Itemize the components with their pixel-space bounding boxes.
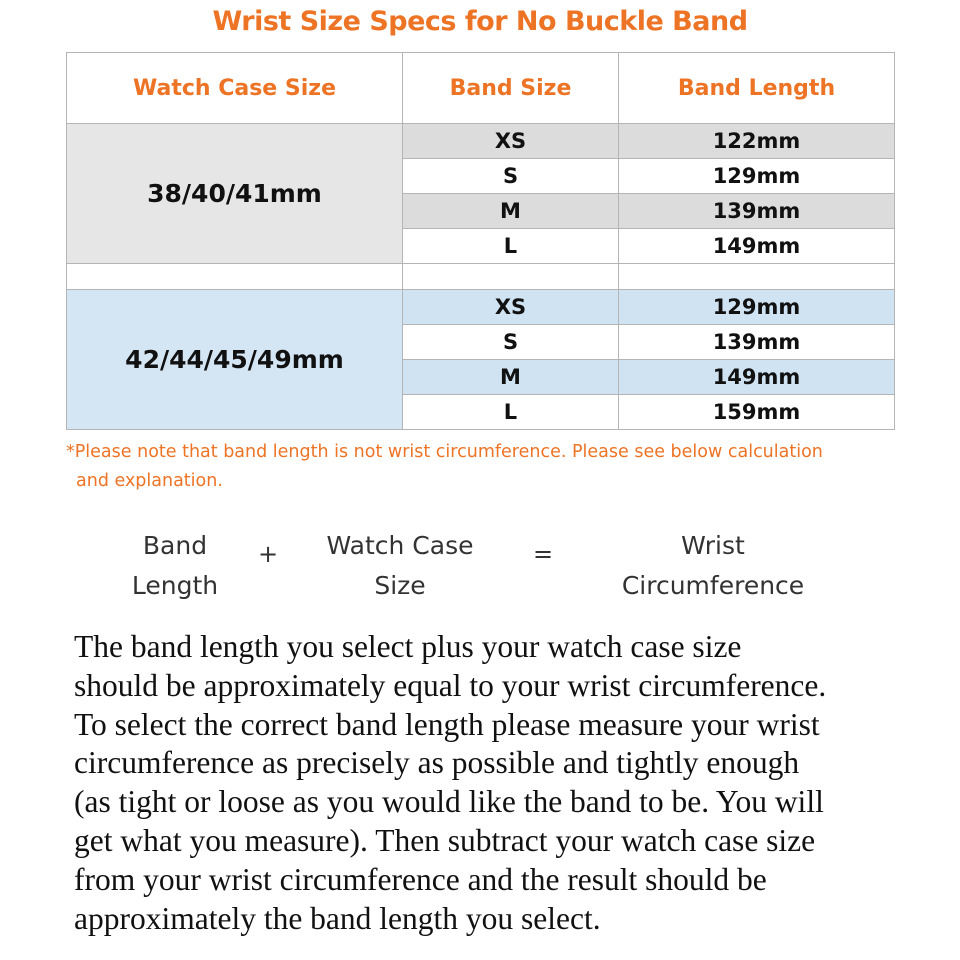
case-size-cell: 38/40/41mm (67, 124, 403, 264)
paragraph-line: (as tight or loose as you would like the band to be. You will (74, 784, 824, 820)
formula-watch-case-size (310, 526, 490, 606)
note-line-2: and explanation. (76, 471, 223, 491)
formula-result-line2: Circumference (621, 571, 805, 600)
paragraph-line: approximately the band length you select. (74, 900, 601, 936)
band-size-cell: S (403, 159, 619, 194)
table-row (67, 124, 895, 159)
formula-result-line1: Wrist (681, 531, 745, 560)
formula-term1-line2: Length (131, 571, 219, 600)
header-band-size: Band Size (403, 53, 619, 124)
header-watch-case-size: Watch Case Size (67, 53, 403, 124)
band-length-cell: 122mm (619, 124, 895, 159)
table-header-row (67, 53, 895, 124)
formula-term2-line1: Watch Case (326, 531, 474, 560)
band-size-cell: S (403, 325, 619, 360)
band-length-cell: 149mm (619, 360, 895, 395)
table-spacer-row (67, 264, 895, 290)
plus-sign: + (258, 540, 279, 568)
band-size-cell: L (403, 395, 619, 430)
header-band-length: Band Length (619, 53, 895, 124)
paragraph-line: To select the correct band length please measure your wrist (74, 706, 820, 742)
band-length-cell: 149mm (619, 229, 895, 264)
formula-term1-line1: Band (142, 531, 208, 560)
band-length-cell: 129mm (619, 159, 895, 194)
paragraph-line: get what you measure). Then subtract your watch case size (74, 822, 816, 858)
spacer-cell (67, 264, 403, 290)
paragraph-line: from your wrist circumference and the result should be (74, 861, 767, 897)
size-spec-table (66, 52, 895, 430)
band-length-cell: 139mm (619, 325, 895, 360)
formula-wrist-circumference (608, 526, 818, 606)
band-size-cell: XS (403, 124, 619, 159)
equals-sign: = (533, 540, 554, 568)
note-line-1: *Please note that band length is not wrist circumference. Please see below calculation (66, 442, 823, 462)
explanation-paragraph (74, 628, 934, 938)
band-length-cell: 139mm (619, 194, 895, 229)
band-length-cell: 129mm (619, 290, 895, 325)
formula-band-length (110, 526, 240, 606)
spacer-cell (403, 264, 619, 290)
page-title: Wrist Size Specs for No Buckle Band (212, 6, 748, 37)
band-size-cell: M (403, 360, 619, 395)
spacer-cell (619, 264, 895, 290)
formula-term2-line2: Size (374, 571, 426, 600)
band-size-cell: L (403, 229, 619, 264)
paragraph-line: should be approximately equal to your wrist circumference. (74, 667, 827, 703)
band-length-cell: 159mm (619, 395, 895, 430)
paragraph-line: circumference as precisely as possible and tightly enough (74, 745, 800, 781)
case-size-cell: 42/44/45/49mm (67, 290, 403, 430)
band-size-cell: XS (403, 290, 619, 325)
band-length-note (66, 438, 906, 496)
paragraph-line: The band length you select plus your watch case size (74, 629, 742, 664)
table-row (67, 290, 895, 325)
band-size-cell: M (403, 194, 619, 229)
